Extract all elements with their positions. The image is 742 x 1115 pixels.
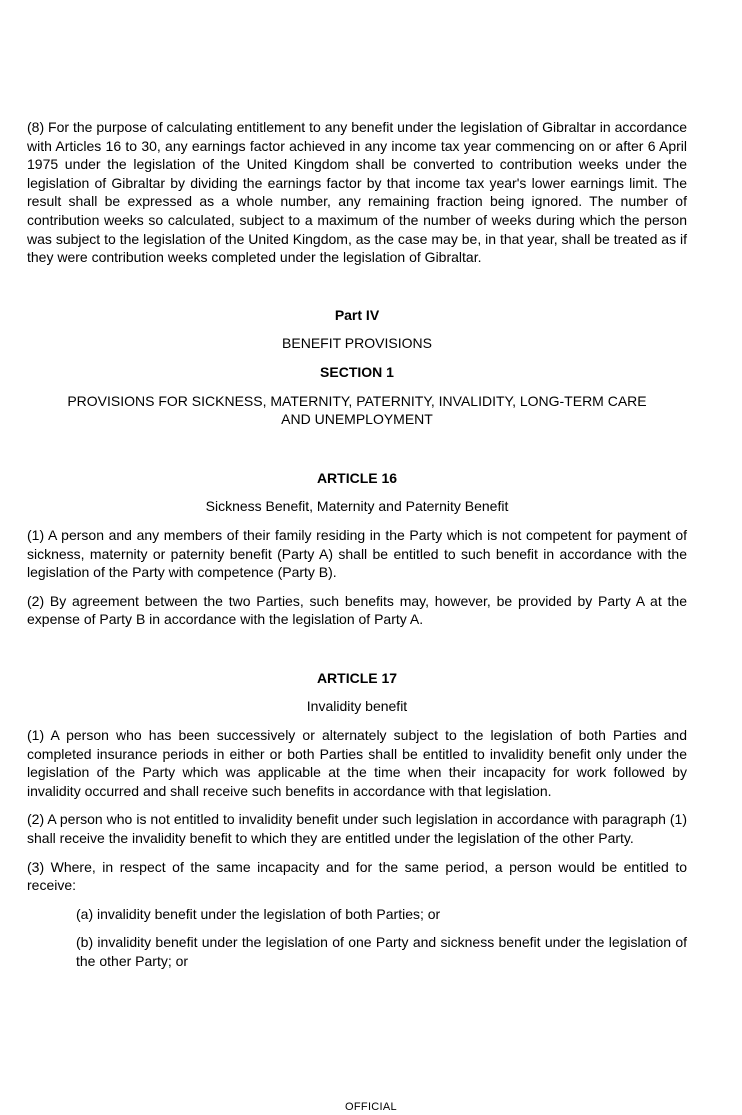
article-17-paragraph-1: (1) A person who has been successively or alternately subject to the legislation of both Parties and completed insurance periods in either or both Parties shall be entitled to invalidity benefit only under the legislation of the Party which was applicable at the time when their incapacity for work followed by invalidity occurred and shall receive such benefits in accordance with that legislation. xyxy=(27,727,687,799)
part-title: Part IV xyxy=(334,306,380,323)
article-17-paragraph-3a: (a) invalidity benefit under the legislation of both Parties; or xyxy=(76,905,441,922)
paragraph-8: (8) For the purpose of calculating entitlement to any benefit under the legislation of Gibraltar in accordance with Articles 16 to 30, any earnings factor achieved in any income tax year commencing on or after 6 April 1975 under the legislation of the United Kingdom shall be converted to contribution weeks under the legislation of Gibraltar by dividing the earnings factor by that income tax year's lower earnings limit. The result shall be expressed as a whole number, any remaining fraction being ignored. The number of contribution weeks so calculated, subject to a maximum of the number of weeks during which the person was subject to the legislation of the United Kingdom, as the case may be, in that year, shall be treated as if they were contribution weeks completed under the legislation of Gibraltar. xyxy=(27,119,687,266)
article-17-paragraph-3: (3) Where, in respect of the same incapacity and for the same period, a person would be entitled to receive: xyxy=(27,858,687,894)
document-body xyxy=(27,118,687,971)
part-subtitle: BENEFIT PROVISIONS xyxy=(282,335,432,352)
article-16-paragraph-2: (2) By agreement between the two Parties, such benefits may, however, be provided by Party A at the expense of Party B in accordance with the legislation of Party A. xyxy=(27,592,687,628)
article-17-paragraph-3b: (b) invalidity benefit under the legislation of one Party and sickness benefit under the legislation of the other Party; or xyxy=(76,934,687,969)
section-subtitle-line2: AND UNEMPLOYMENT xyxy=(281,411,433,428)
article-16-paragraph-1: (1) A person and any members of their family residing in the Party which is not competent for payment of sickness, maternity or paternity benefit (Party A) shall be entitled to such benefit in accordance with the legislation of the Party with competence (Party B). xyxy=(27,526,687,581)
footer-classification: OFFICIAL xyxy=(345,1101,397,1113)
article-17-title: ARTICLE 17 xyxy=(316,669,398,686)
section-subtitle-line1: PROVISIONS FOR SICKNESS, MATERNITY, PATERNITY, INVALIDITY, LONG-TERM CARE xyxy=(67,392,647,409)
article-17-subtitle: Invalidity benefit xyxy=(306,698,408,715)
section-title: SECTION 1 xyxy=(320,363,394,380)
article-16-title: ARTICLE 16 xyxy=(316,469,398,486)
article-17-paragraph-2: (2) A person who is not entitled to invalidity benefit under such legislation in accordance with paragraph (1) shall receive the invalidity benefit to which they are entitled under the legislation of the other Party. xyxy=(27,811,687,847)
article-16-subtitle: Sickness Benefit, Maternity and Paternity Benefit xyxy=(205,498,509,515)
